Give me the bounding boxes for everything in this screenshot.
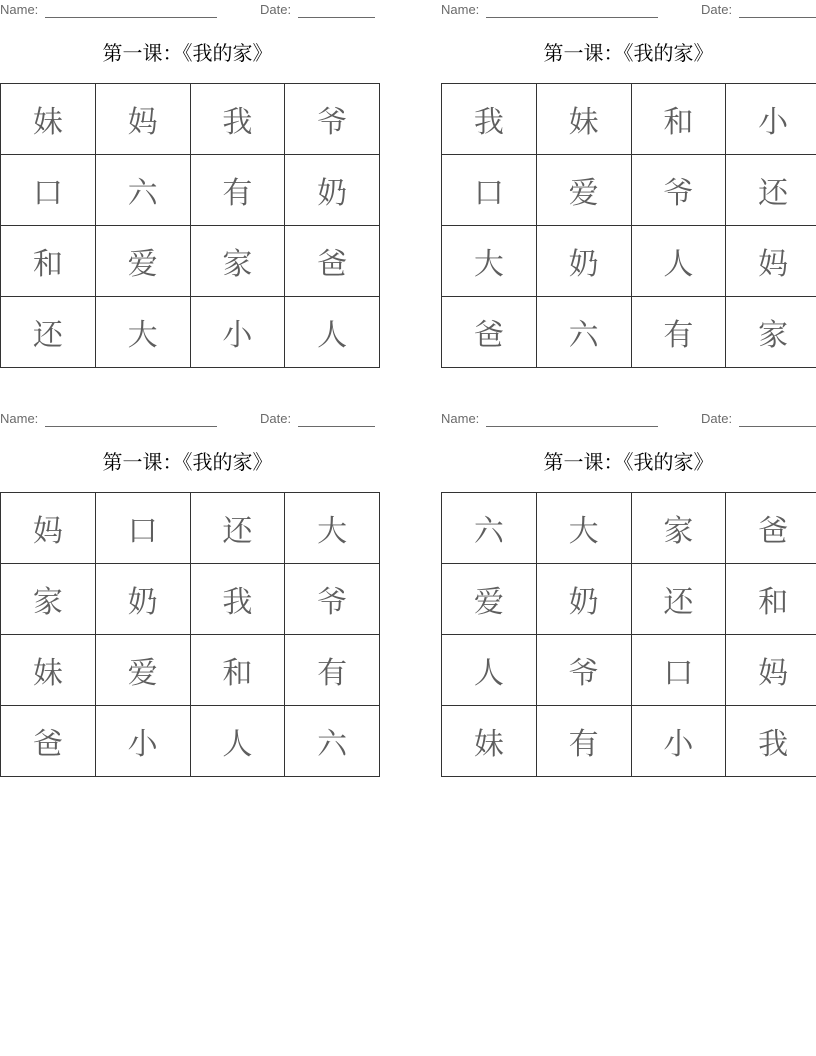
grid-cell: 妹 — [1, 635, 96, 706]
grid-cell: 大 — [536, 493, 631, 564]
grid-cell: 六 — [536, 297, 631, 368]
grid-cell: 爱 — [95, 635, 190, 706]
grid-cell: 爸 — [442, 297, 537, 368]
grid-cell: 妈 — [1, 493, 96, 564]
name-date-line — [441, 2, 816, 18]
grid-cell: 大 — [285, 493, 380, 564]
grid-cell: 还 — [190, 493, 285, 564]
grid-row — [1, 297, 380, 368]
name-blank — [45, 426, 217, 427]
grid-cell: 妹 — [536, 84, 631, 155]
grid-row — [1, 706, 380, 777]
name-blank — [486, 17, 658, 18]
grid-cell: 口 — [95, 493, 190, 564]
grid-row — [442, 635, 816, 706]
character-grid — [441, 83, 816, 368]
name-date-line — [0, 411, 375, 427]
grid-cell: 妈 — [726, 226, 816, 297]
grid-cell: 爸 — [285, 226, 380, 297]
grid-cell: 口 — [1, 155, 96, 226]
grid-row — [442, 155, 816, 226]
grid-row — [442, 297, 816, 368]
date-label: Date: — [701, 411, 733, 426]
grid-cell: 六 — [285, 706, 380, 777]
character-grid — [0, 83, 380, 368]
date-blank — [739, 426, 816, 427]
grid-cell: 我 — [442, 84, 537, 155]
bingo-card-4 — [441, 409, 816, 784]
date-label: Date: — [260, 411, 292, 426]
name-blank — [45, 17, 217, 18]
grid-cell: 人 — [190, 706, 285, 777]
date-label: Date: — [260, 2, 292, 17]
grid-cell: 爸 — [1, 706, 96, 777]
bingo-card-1 — [0, 0, 375, 375]
grid-row — [442, 226, 816, 297]
name-date-line — [441, 411, 816, 427]
grid-cell: 和 — [1, 226, 96, 297]
grid-cell: 和 — [190, 635, 285, 706]
grid-row — [1, 84, 380, 155]
character-grid — [0, 492, 380, 777]
grid-cell: 爸 — [726, 493, 816, 564]
grid-cell: 爱 — [442, 564, 537, 635]
grid-cell: 奶 — [95, 564, 190, 635]
grid-cell: 奶 — [536, 564, 631, 635]
grid-cell: 小 — [631, 706, 726, 777]
grid-cell: 人 — [442, 635, 537, 706]
grid-row — [1, 635, 380, 706]
grid-cell: 爷 — [285, 564, 380, 635]
grid-cell: 有 — [190, 155, 285, 226]
grid-row — [442, 564, 816, 635]
grid-cell: 我 — [726, 706, 816, 777]
grid-row — [1, 226, 380, 297]
card-title: 第一课：《我的家》 — [102, 450, 273, 474]
grid-cell: 小 — [190, 297, 285, 368]
name-label: Name: — [441, 411, 480, 426]
card-title: 第一课：《我的家》 — [543, 450, 714, 474]
grid-cell: 家 — [1, 564, 96, 635]
grid-cell: 和 — [631, 84, 726, 155]
grid-row — [1, 155, 380, 226]
grid-cell: 小 — [726, 84, 816, 155]
grid-row — [1, 564, 380, 635]
date-label: Date: — [701, 2, 733, 17]
date-blank — [298, 426, 375, 427]
grid-cell: 小 — [95, 706, 190, 777]
grid-cell: 和 — [726, 564, 816, 635]
grid-row — [1, 493, 380, 564]
grid-cell: 还 — [631, 564, 726, 635]
grid-cell: 爱 — [536, 155, 631, 226]
grid-cell: 妈 — [95, 84, 190, 155]
grid-cell: 妹 — [442, 706, 537, 777]
grid-cell: 口 — [442, 155, 537, 226]
grid-row — [442, 84, 816, 155]
grid-cell: 人 — [631, 226, 726, 297]
grid-cell: 人 — [285, 297, 380, 368]
character-grid — [441, 492, 816, 777]
grid-cell: 我 — [190, 84, 285, 155]
name-label: Name: — [441, 2, 480, 17]
grid-cell: 家 — [631, 493, 726, 564]
grid-cell: 大 — [95, 297, 190, 368]
name-label: Name: — [0, 2, 39, 17]
date-blank — [739, 17, 816, 18]
grid-cell: 有 — [536, 706, 631, 777]
grid-cell: 家 — [190, 226, 285, 297]
bingo-card-2 — [441, 0, 816, 375]
grid-row — [442, 493, 816, 564]
grid-cell: 口 — [631, 635, 726, 706]
grid-cell: 妹 — [1, 84, 96, 155]
name-blank — [486, 426, 658, 427]
grid-cell: 六 — [442, 493, 537, 564]
grid-cell: 有 — [631, 297, 726, 368]
name-date-line — [0, 2, 375, 18]
grid-cell: 还 — [1, 297, 96, 368]
grid-cell: 爷 — [536, 635, 631, 706]
card-title: 第一课：《我的家》 — [543, 41, 714, 65]
card-title: 第一课：《我的家》 — [102, 41, 273, 65]
grid-cell: 奶 — [536, 226, 631, 297]
grid-row — [442, 706, 816, 777]
bingo-card-3 — [0, 409, 375, 784]
grid-cell: 爷 — [631, 155, 726, 226]
grid-cell: 还 — [726, 155, 816, 226]
grid-cell: 大 — [442, 226, 537, 297]
grid-cell: 爱 — [95, 226, 190, 297]
grid-cell: 奶 — [285, 155, 380, 226]
grid-cell: 爷 — [285, 84, 380, 155]
grid-cell: 有 — [285, 635, 380, 706]
name-label: Name: — [0, 411, 39, 426]
grid-cell: 六 — [95, 155, 190, 226]
grid-cell: 家 — [726, 297, 816, 368]
grid-cell: 我 — [190, 564, 285, 635]
date-blank — [298, 17, 375, 18]
grid-cell: 妈 — [726, 635, 816, 706]
